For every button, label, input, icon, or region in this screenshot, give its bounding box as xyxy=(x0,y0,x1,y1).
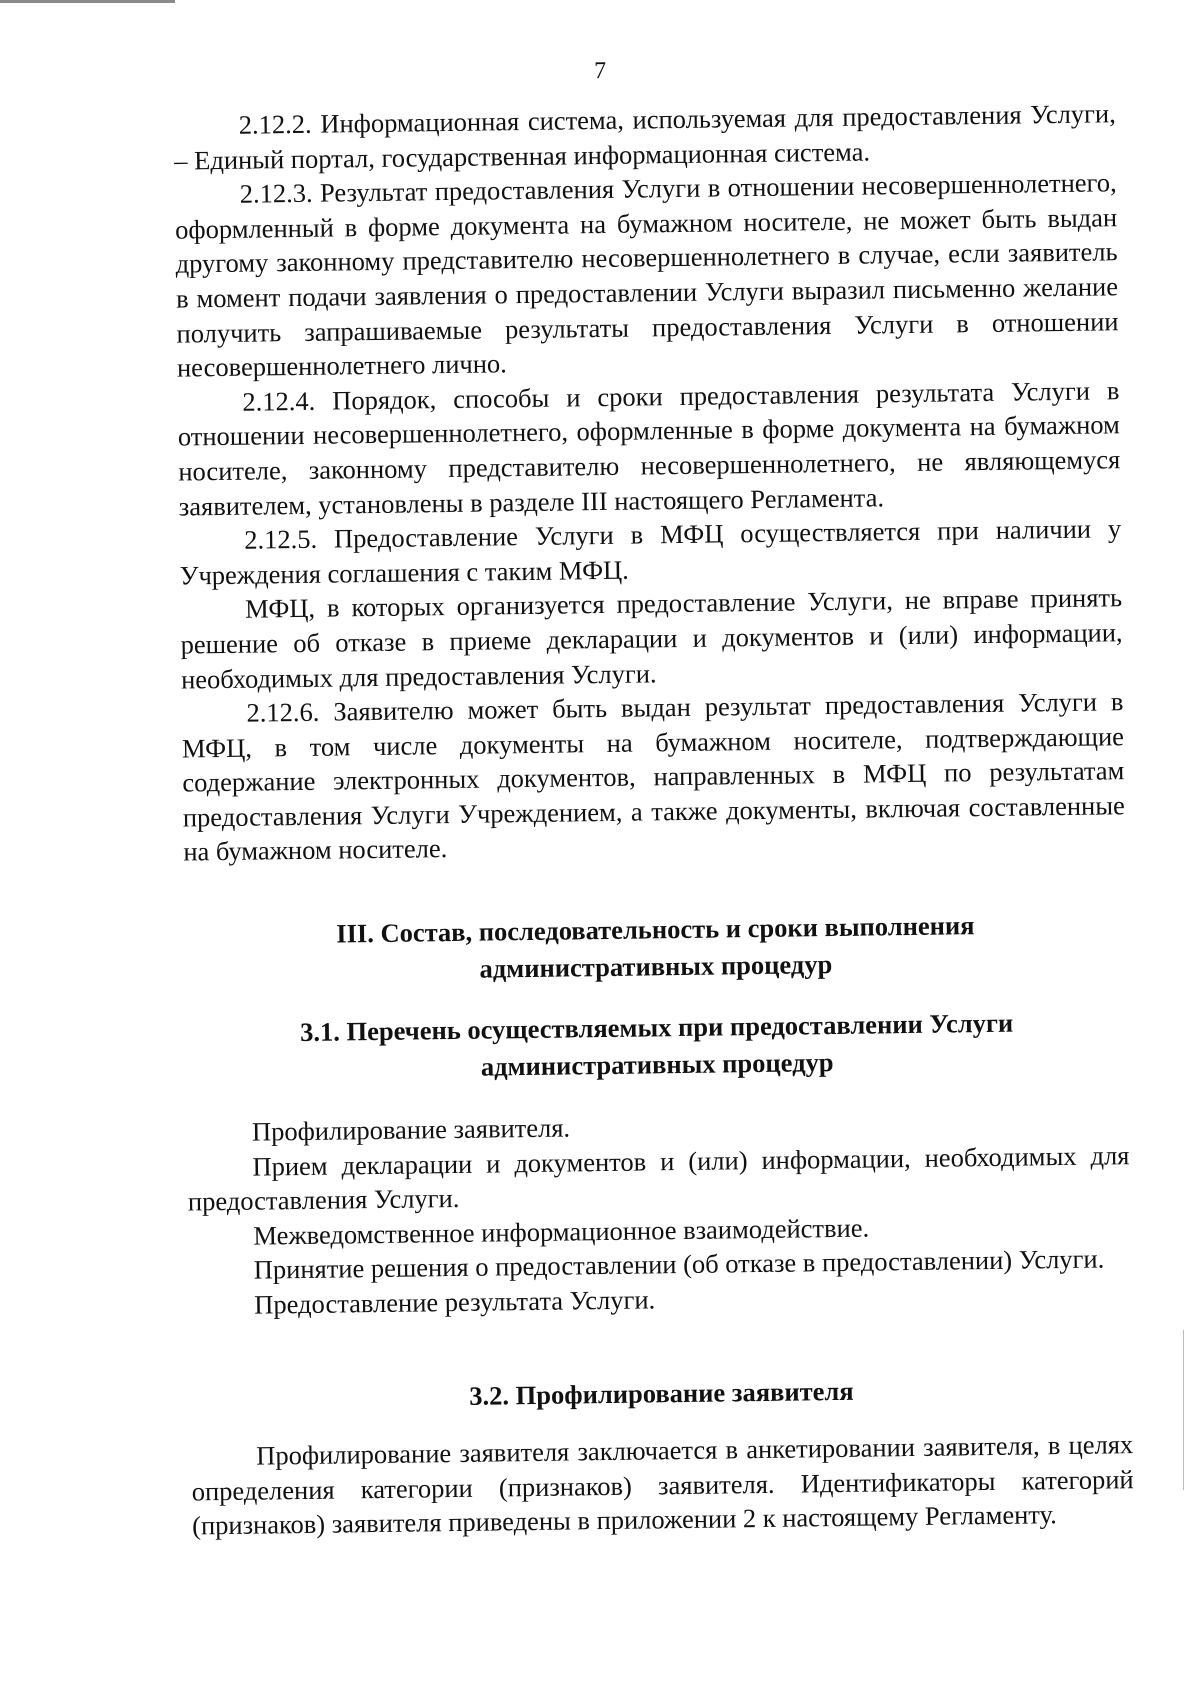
section-3-2-text xyxy=(191,1427,1134,1543)
paragraph-2-12-3: 2.12.3. Результат предоставления Услуги в отношении несовершеннолетнего, оформленный в форме документа на бумажном носителе, не может быть выдан другому законному представителю несовершеннолетнего в случае, если заявитель в момент подачи заявления о предоставлении Услуги выразил письменно желание получить запрашиваемые результаты предоставления Услуги в отношении несовершеннолетнего лично. xyxy=(174,167,1119,383)
subsection-heading-3-1-line-2: административных процедур xyxy=(480,1047,834,1082)
procedure-list xyxy=(187,1103,1132,1323)
paragraph-2-12-4: 2.12.4. Порядок, способы и сроки предоставления результата Услуги в отношении несовершеннолетнего, оформленные в форме документа на бумажном носителе, законному представителю несовершеннолетнего, не являющемуся заявителем, установлены в разделе III настоящего Регламента. xyxy=(177,374,1121,522)
page-number: 7 xyxy=(593,57,607,85)
section-2-12-text xyxy=(174,96,1126,869)
subsection-heading-3-2: 3.2. Профилирование заявителя xyxy=(469,1375,854,1411)
subsection-heading-3-1-line-1: 3.1. Перечень осуществляемых при предоставлении Услуги xyxy=(299,1007,1014,1048)
procedure-item: Прием декларации и документов и (или) информации, необходимых для предоставления Услуги. xyxy=(187,1139,1130,1217)
scan-edge-mark xyxy=(0,0,175,3)
paragraph-2-12-6: 2.12.6. Заявителю может быть выдан результат предоставления Услуги в МФЦ, в том числе документы на бумажном носителе, подтверждающие содержание электронных документов, направленных в МФЦ по результатам предоставления Услуги Учреждением, а также документы, включая составленные на бумажном носителе. xyxy=(181,686,1125,867)
paragraph-mfc: МФЦ, в которых организуется предоставление Услуги, не вправе принять решение об отказе в приеме декларации и документов и (или) информации, необходимых для предоставления Услуги. xyxy=(180,582,1123,695)
procedure-item: Предоставление результата Услуги. xyxy=(254,1284,656,1320)
section-heading-line-1: III. Состав, последовательность и сроки выполнения xyxy=(336,910,975,949)
procedure-item: Межведомственное информационное взаимодействие. xyxy=(253,1212,870,1251)
paragraph-2-12-2: 2.12.2. Информационная система, используемая для предоставления Услуги, – Единый портал, государственная информационная система. xyxy=(174,98,1116,176)
procedure-item: Профилирование заявителя. xyxy=(251,1112,571,1147)
section-heading xyxy=(184,905,1127,991)
subsection-heading-3-1 xyxy=(185,1003,1128,1089)
section-heading-line-2: административных процедур xyxy=(479,949,833,984)
procedure-item: Принятие решения о предоставлении (об отказе в предоставлении) Услуги. xyxy=(253,1243,1105,1286)
paragraph-2-12-5: 2.12.5. Предоставление Услуги в МФЦ осуществляется при наличии у Учреждения соглашения с таким МФЦ. xyxy=(179,513,1122,591)
paragraph-profiling: Профилирование заявителя заключается в анкетировании заявителя, в целях определения категории (признаков) заявителя. Идентификаторы категорий (признаков) заявителя приведены в приложении 2 к настоящему Регламенту. xyxy=(191,1429,1134,1541)
